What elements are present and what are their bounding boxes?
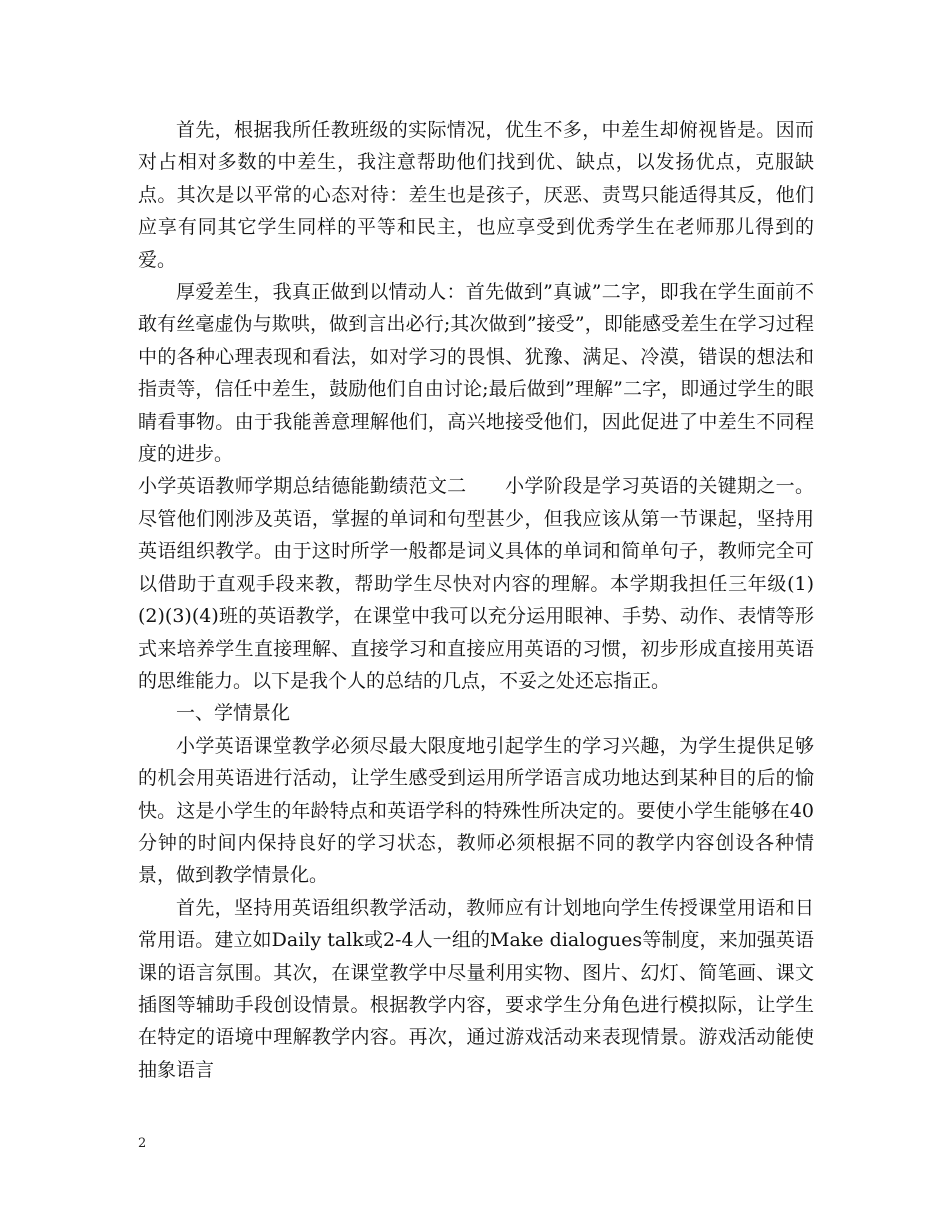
document-body xyxy=(138,114,814,1086)
paragraph-classroom-english: 首先，坚持用英语组织教学活动，教师应有计划地向学生传授课堂用语和日常用语。建立如Daily talk或2-4人一组的Make dialogues等制度，来加强英语课的语言氛围。其次，在课堂教学中尽量利用实物、图片、幻灯、简笔画、课文插图等辅助手段创设情景。根据教学内容，要求学生分角色进行模拟际，让学生在特定的语境中理解教学内容。再次，通过游戏活动来表现情景。游戏活动能使抽象语言 xyxy=(138,896,814,1081)
paragraph-top-students: 首先，根据我所任教班级的实际情况，优生不多，中差生却俯视皆是。因而对占相对多数的中差生，我注意帮助他们找到优、缺点，以发扬优点，克服缺点。其次是以平常的心态对待：差生也是孩子，厌恶、责骂只能适得其反，他们应享有同其它学生同样的平等和民主，也应享受到优秀学生在老师那儿得到的爱。 xyxy=(138,119,814,271)
paragraph-caring-students: 厚爱差生，我真正做到以情动人：首先做到”真诚”二字，即我在学生面前不敢有丝毫虚伪与欺哄，做到言出必行;其次做到”接受”，即能感受差生在学习过程中的各种心理表现和看法，如对学习的畏惧、犹豫、满足、冷漠，错误的想法和指责等，信任中差生，鼓励他们自由讨论;最后做到”理解”二字，即通过学生的眼睛看事物。由于我能善意理解他们，高兴地接受他们，因此促进了中差生不同程度的进步。 xyxy=(138,281,814,466)
section-heading-situational-learning: 一、学情景化 xyxy=(176,702,291,725)
paragraph-sample-two: 小学英语教师学期总结德能勤绩范文二 小学阶段是学习英语的关键期之一。尽管他们刚涉及英语，掌握的单词和句型甚少，但我应该从第一节课起，坚持用英语组织教学。由于这时所学一般都是词义具体的单词和简单句子，教师完全可以借助于直观手段来教，帮助学生尽快对内容的理解。本学期我担任三年级(1)(2)(3)(4)班的英语教学，在课堂中我可以充分运用眼神、手势、动作、表情等形式来培养学生直接理解、直接学习和直接应用英语的习惯，初步形成直接用英语的思维能力。以下是我个人的总结的几点，不妥之处还忘指正。 xyxy=(138,475,814,692)
page-number: 2 xyxy=(138,1136,147,1151)
paragraph-classroom-interest: 小学英语课堂教学必须尽最大限度地引起学生的学习兴趣，为学生提供足够的机会用英语进行活动，让学生感受到运用所学语言成功地达到某种目的后的愉快。这是小学生的年龄特点和英语学科的特殊性所决定的。要使小学生能够在40分钟的时间内保持良好的学习状态，教师必须根据不同的教学内容创设各种情景，做到教学情景化。 xyxy=(138,734,814,887)
